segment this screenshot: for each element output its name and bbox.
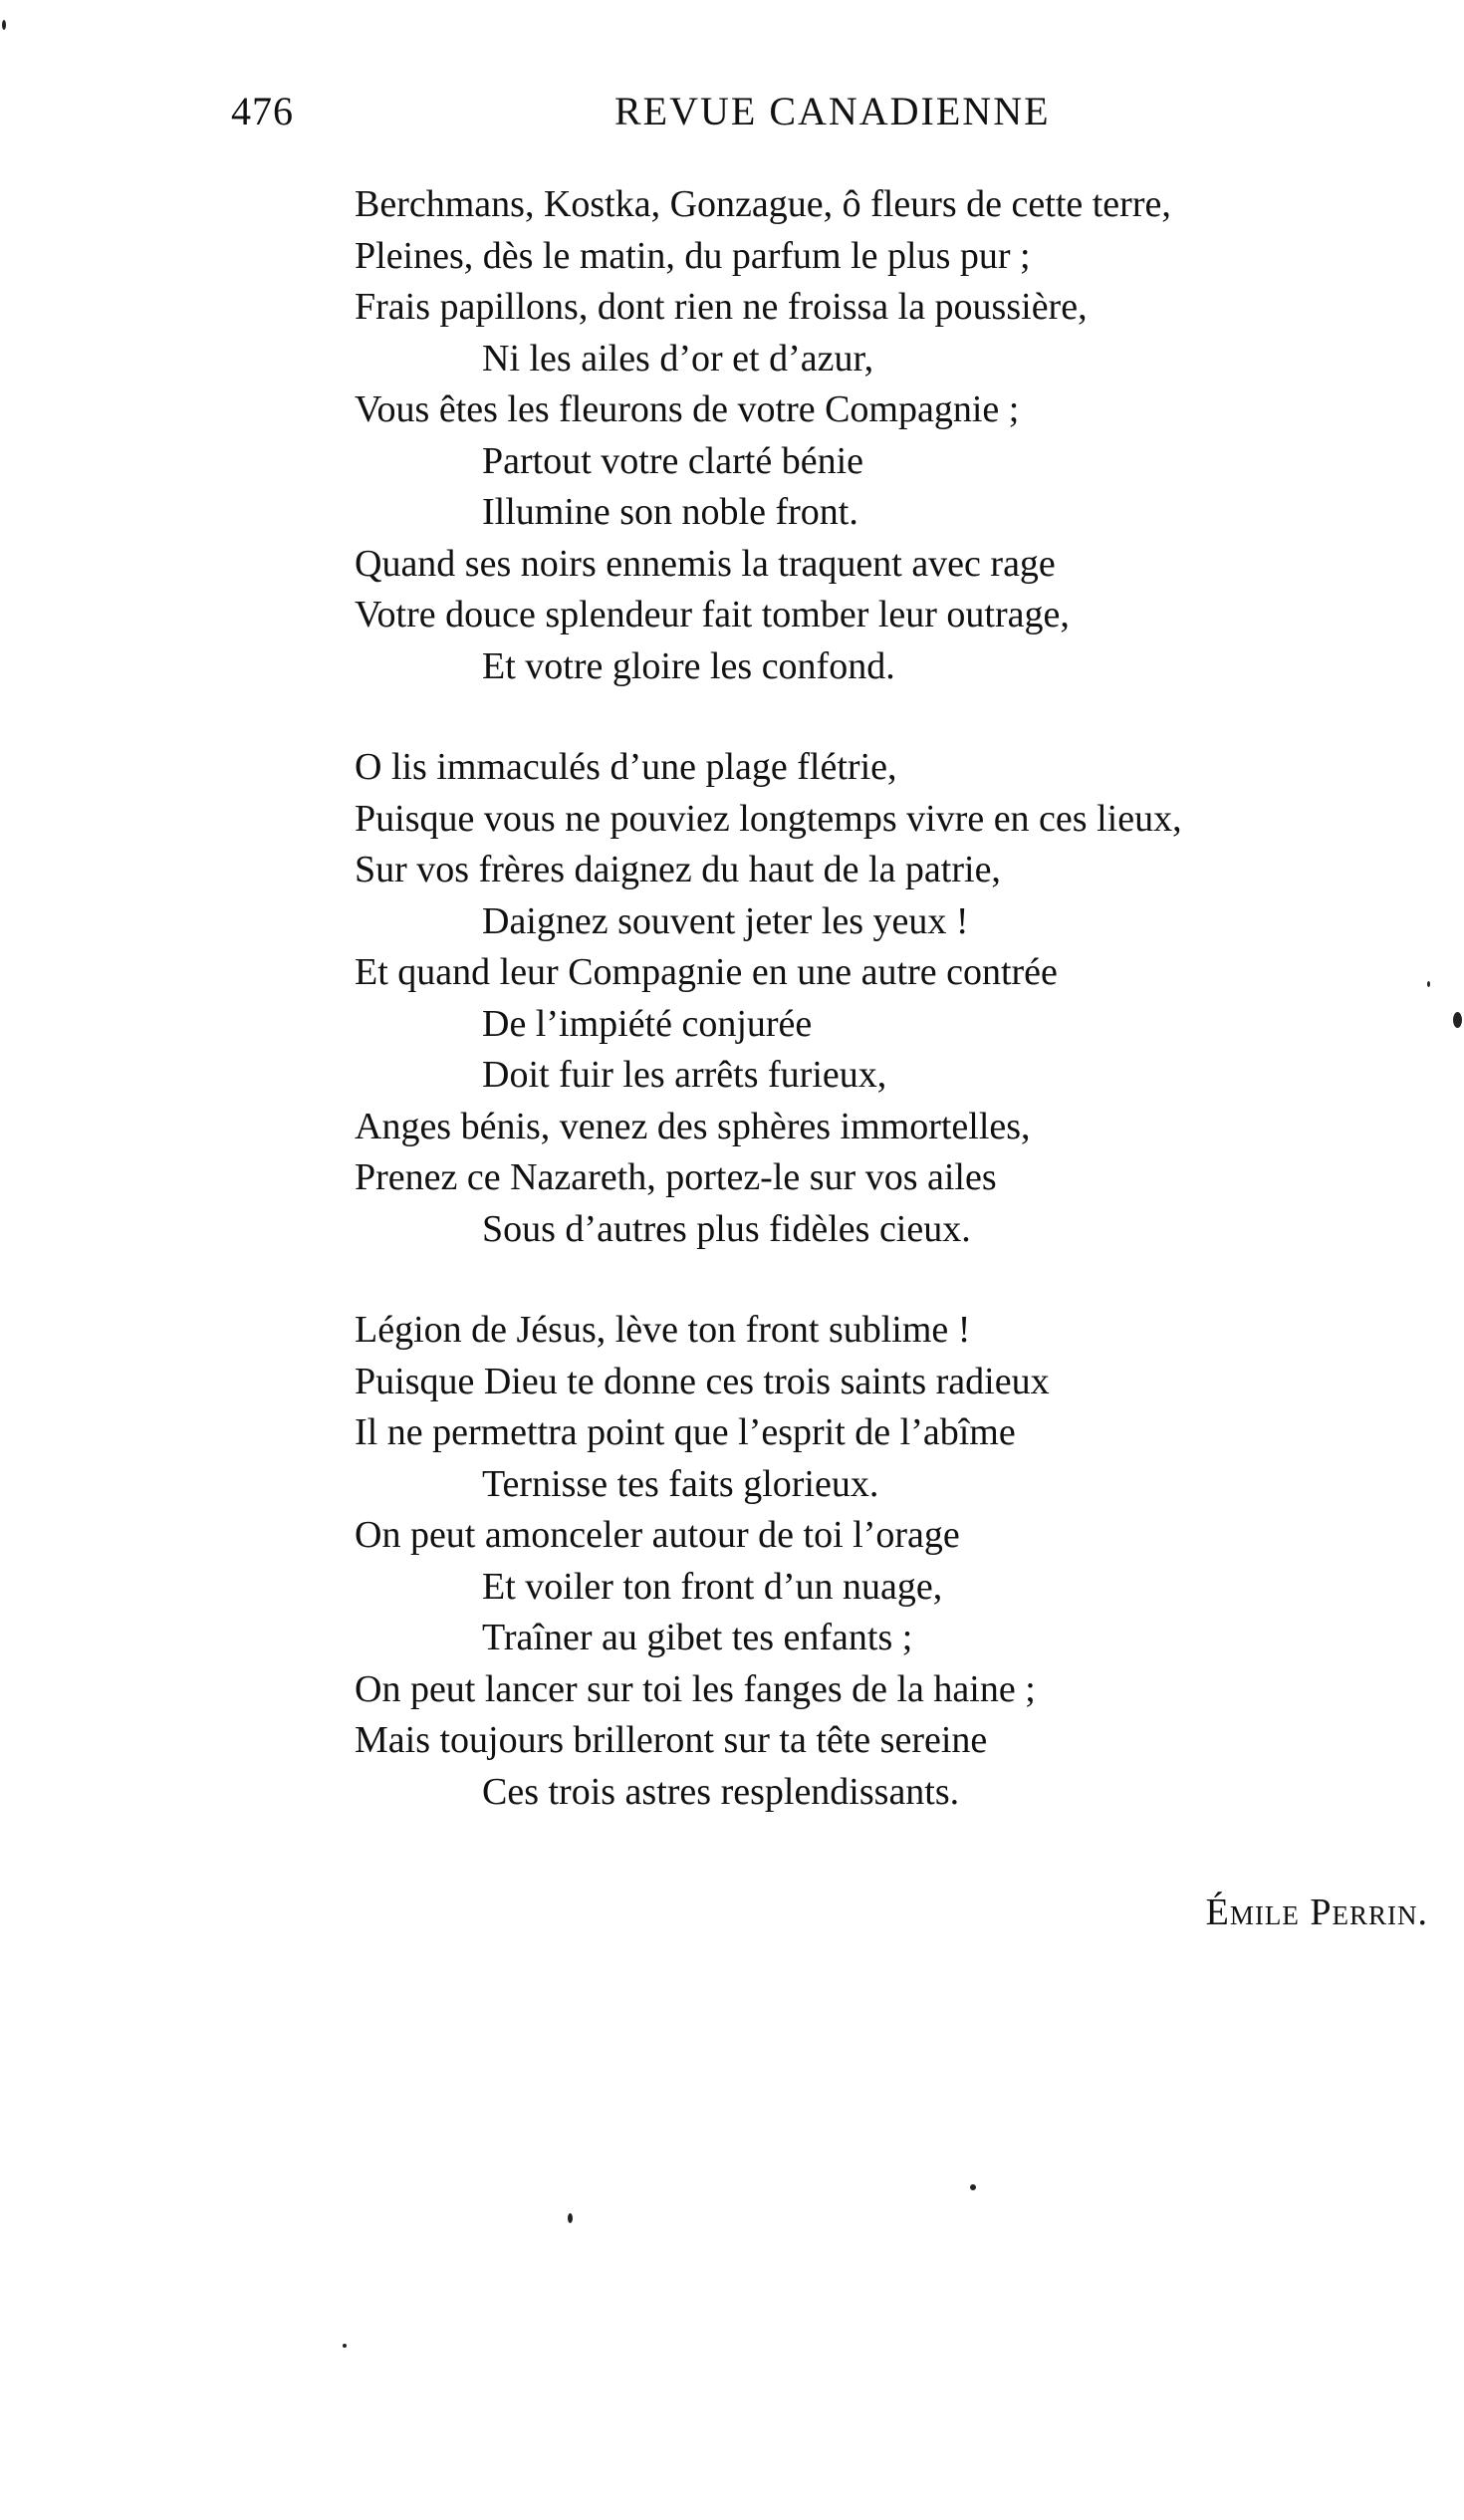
poem-line: Ces trois astres resplendissants. [482, 1770, 960, 1813]
poem-line: Illumine son noble front. [482, 491, 858, 533]
poem-line: Et votre gloire les confond. [482, 644, 895, 687]
poem-line: Doit fuir les arrêts furieux, [482, 1054, 887, 1096]
poem-line: Il ne permettra point que l’esprit de l’abîme [355, 1411, 1016, 1453]
poem-line: On peut lancer sur toi les fanges de la haine ; [355, 1667, 1036, 1710]
poem-line: Et voiler ton front d’un nuage, [482, 1565, 943, 1608]
page-number: 476 [231, 89, 294, 133]
scan-speck [2, 20, 6, 30]
poem-line: Anges bénis, venez des sphères immortelles, [355, 1105, 1031, 1147]
poem-line: Ni les ailes d’or et d’azur, [482, 337, 874, 379]
poem-line: On peut amonceler autour de toi l’orage [355, 1514, 960, 1556]
scan-speck [970, 2184, 976, 2190]
poem [355, 179, 1390, 1818]
poem-line: Mais toujours brilleront sur ta tête sereine [355, 1719, 988, 1761]
stanza-1 [355, 179, 1390, 692]
page-header [0, 88, 1464, 147]
poem-line: Puisque Dieu te donne ces trois saints radieux [355, 1360, 1050, 1402]
scan-speck [568, 2213, 573, 2223]
poem-line: Légion de Jésus, lève ton front sublime ! [355, 1309, 971, 1351]
poem-line: Quand ses noirs ennemis la traquent avec rage [355, 542, 1056, 585]
running-title: REVUE CANADIENNE [614, 89, 1051, 133]
poem-line: Puisque vous ne pouviez longtemps vivre en ces lieux, [355, 797, 1182, 840]
poem-line: Traîner au gibet tes enfants ; [482, 1617, 913, 1658]
poem-line: Et quand leur Compagnie en une autre contrée [355, 951, 1058, 993]
poem-line: Pleines, dès le matin, du parfum le plus pur ; [355, 234, 1031, 277]
poem-line: Ternisse tes faits glorieux. [482, 1462, 879, 1505]
poem-line: Vous êtes les fleurons de votre Compagnie ; [355, 388, 1020, 430]
scan-speck [1453, 1012, 1462, 1028]
poem-line: O lis immaculés d’une plage flétrie, [355, 746, 897, 788]
stanza-2 [355, 742, 1390, 1255]
poem-line: Frais papillons, dont rien ne froissa la poussière, [355, 286, 1088, 328]
poem-line: Partout votre clarté bénie [482, 439, 864, 482]
poem-line: Prenez ce Nazareth, portez-le sur vos ailes [355, 1156, 997, 1198]
poem-line: Daignez souvent jeter les yeux ! [482, 899, 969, 942]
scan-speck [1427, 981, 1430, 987]
stanza-3 [355, 1305, 1390, 1818]
poem-line: Berchmans, Kostka, Gonzague, ô fleurs de cette terre, [355, 183, 1171, 225]
scan-speck [343, 2344, 347, 2348]
poem-line: Sur vos frères daignez du haut de la patrie, [355, 849, 1001, 890]
author-signature: Émile Perrin. [1205, 1891, 1428, 1933]
poem-line: Sous d’autres plus fidèles cieux. [482, 1207, 971, 1250]
poem-line: De l’impiété conjurée [482, 1002, 813, 1045]
poem-line: Votre douce splendeur fait tomber leur outrage, [355, 594, 1070, 635]
